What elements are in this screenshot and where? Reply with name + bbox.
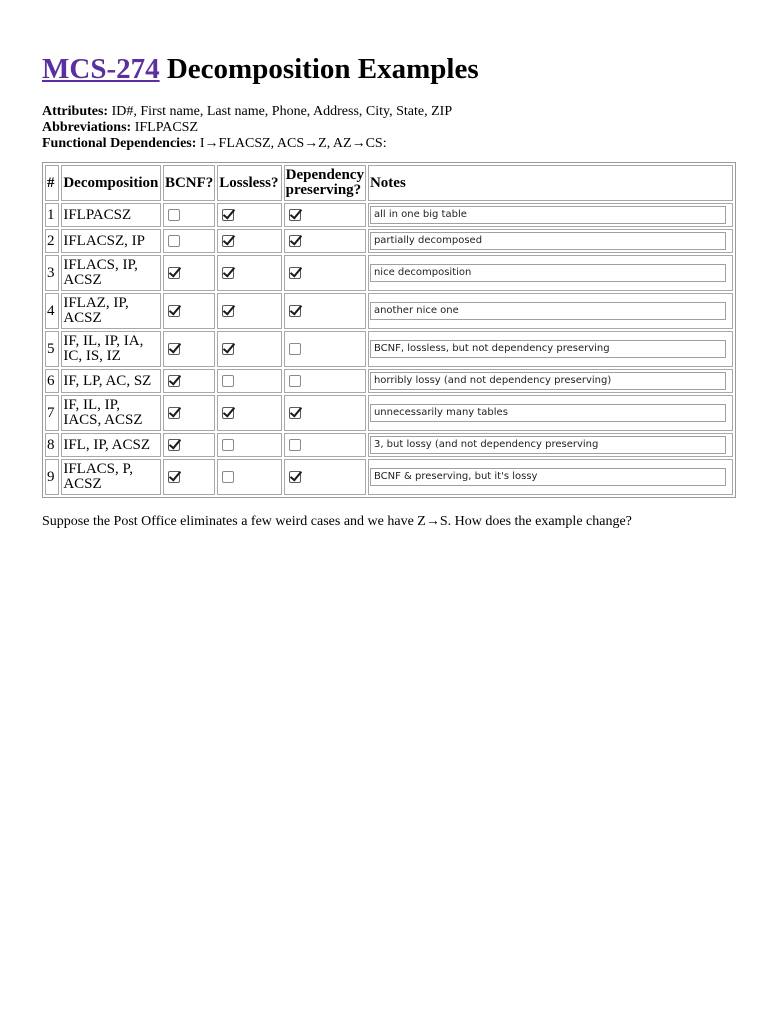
lossless-checkbox[interactable] [222,235,234,247]
row-number: 5 [45,331,59,367]
lossless-checkbox[interactable] [222,267,234,279]
bcnf-checkbox[interactable] [168,439,180,451]
notes-input[interactable]: 3, but lossy (and not dependency preserving [370,436,726,454]
table-row [45,369,733,393]
header-lossless: Lossless? [217,165,281,201]
table-row [45,459,733,495]
table-row [45,229,733,253]
notes-input[interactable]: BCNF, lossless, but not dependency preserving [370,340,726,358]
notes-input[interactable]: another nice one [370,302,726,320]
attributes-line [42,104,736,120]
table-row [45,433,733,457]
dependency-checkbox-cell [284,229,366,253]
notes-cell [368,293,733,329]
abbreviations-line [42,120,736,136]
bcnf-checkbox-cell [163,331,215,367]
table-row [45,293,733,329]
notes-cell [368,203,733,227]
dependency-checkbox-cell [284,203,366,227]
dependency-checkbox[interactable] [289,235,301,247]
schema-info [42,104,736,152]
bcnf-checkbox-cell [163,459,215,495]
row-number: 2 [45,229,59,253]
bcnf-checkbox[interactable] [168,209,180,221]
row-number: 8 [45,433,59,457]
dependency-checkbox[interactable] [289,375,301,387]
dependency-checkbox[interactable] [289,209,301,221]
bcnf-checkbox-cell [163,395,215,431]
notes-input[interactable]: nice decomposition [370,264,726,282]
lossless-checkbox-cell [217,255,281,291]
dependency-checkbox[interactable] [289,471,301,483]
notes-input[interactable]: horribly lossy (and not dependency preserving) [370,372,726,390]
row-number: 4 [45,293,59,329]
dependency-checkbox-cell [284,433,366,457]
dependency-checkbox[interactable] [289,305,301,317]
dependency-checkbox-cell [284,331,366,367]
bcnf-checkbox-cell [163,255,215,291]
lossless-checkbox-cell [217,331,281,367]
decomposition-cell: IFLPACSZ [61,203,161,227]
bcnf-checkbox-cell [163,433,215,457]
header-dependency-line2: preserving? [285,182,362,198]
row-number: 6 [45,369,59,393]
dependency-checkbox[interactable] [289,343,301,355]
fds-line [42,136,736,152]
bcnf-checkbox[interactable] [168,471,180,483]
dependency-checkbox-cell [284,369,366,393]
abbreviations-value: IFLPACSZ [131,120,198,135]
lossless-checkbox-cell [217,203,281,227]
decomposition-cell: IF, LP, AC, SZ [61,369,161,393]
row-number: 7 [45,395,59,431]
attributes-value: ID#, First name, Last name, Phone, Address, City, State, ZIP [108,104,453,119]
lossless-checkbox[interactable] [222,439,234,451]
bcnf-checkbox[interactable] [168,343,180,355]
dependency-checkbox[interactable] [289,439,301,451]
header-row [45,165,733,201]
table-row [45,203,733,227]
bcnf-checkbox-cell [163,203,215,227]
lossless-checkbox-cell [217,459,281,495]
lossless-checkbox[interactable] [222,407,234,419]
lossless-checkbox[interactable] [222,209,234,221]
header-decomposition: Decomposition [61,165,161,201]
fds-label: Functional Dependencies: [42,136,197,151]
decomposition-cell: IFLACS, IP, ACSZ [61,255,161,291]
bcnf-checkbox[interactable] [168,267,180,279]
decomposition-cell: IFLACSZ, IP [61,229,161,253]
decomposition-cell: IFL, IP, ACSZ [61,433,161,457]
notes-input[interactable]: all in one big table [370,206,726,224]
lossless-checkbox[interactable] [222,305,234,317]
notes-cell [368,331,733,367]
bcnf-checkbox[interactable] [168,375,180,387]
row-number: 1 [45,203,59,227]
decomposition-cell: IF, IL, IP, IACS, ACSZ [61,395,161,431]
course-link[interactable]: MCS-274 [42,53,160,85]
decomposition-cell: IFLAZ, IP, ACSZ [61,293,161,329]
notes-input[interactable]: partially decomposed [370,232,726,250]
notes-input[interactable]: unnecessarily many tables [370,404,726,422]
header-dependency-line1: Dependency [285,167,364,183]
row-number: 3 [45,255,59,291]
page-title [42,48,736,90]
lossless-checkbox-cell [217,395,281,431]
notes-cell [368,229,733,253]
notes-cell [368,395,733,431]
lossless-checkbox[interactable] [222,375,234,387]
dependency-checkbox[interactable] [289,407,301,419]
notes-cell [368,433,733,457]
dependency-checkbox-cell [284,293,366,329]
lossless-checkbox-cell [217,369,281,393]
question-text: Suppose the Post Office eliminates a few weird cases and we have Z→S. How does the example change? [42,514,632,529]
lossless-checkbox-cell [217,433,281,457]
decomposition-cell: IF, IL, IP, IA, IC, IS, IZ [61,331,161,367]
table-row [45,255,733,291]
fds-value: I→FLACSZ, ACS→Z, AZ→CS: [196,136,387,151]
lossless-checkbox[interactable] [222,343,234,355]
bcnf-checkbox[interactable] [168,305,180,317]
dependency-checkbox[interactable] [289,267,301,279]
decomposition-table [42,162,736,498]
header-num: # [45,165,59,201]
notes-input[interactable]: BCNF & preserving, but it's lossy [370,468,726,486]
table-row [45,331,733,367]
notes-cell [368,459,733,495]
bcnf-checkbox-cell [163,229,215,253]
dependency-checkbox-cell [284,395,366,431]
header-notes: Notes [368,165,733,201]
abbreviations-label: Abbreviations: [42,120,132,135]
lossless-checkbox[interactable] [222,471,234,483]
header-bcnf: BCNF? [163,165,215,201]
row-number: 9 [45,459,59,495]
notes-cell [368,255,733,291]
bcnf-checkbox-cell [163,293,215,329]
dependency-checkbox-cell [284,255,366,291]
bcnf-checkbox[interactable] [168,235,180,247]
bcnf-checkbox-cell [163,369,215,393]
attributes-label: Attributes: [42,104,109,119]
bcnf-checkbox[interactable] [168,407,180,419]
title-text: Decomposition Examples [166,53,479,85]
dependency-checkbox-cell [284,459,366,495]
table-row [45,395,733,431]
lossless-checkbox-cell [217,229,281,253]
header-dependency [284,165,366,201]
notes-cell [368,369,733,393]
lossless-checkbox-cell [217,293,281,329]
decomposition-cell: IFLACS, P, ACSZ [61,459,161,495]
